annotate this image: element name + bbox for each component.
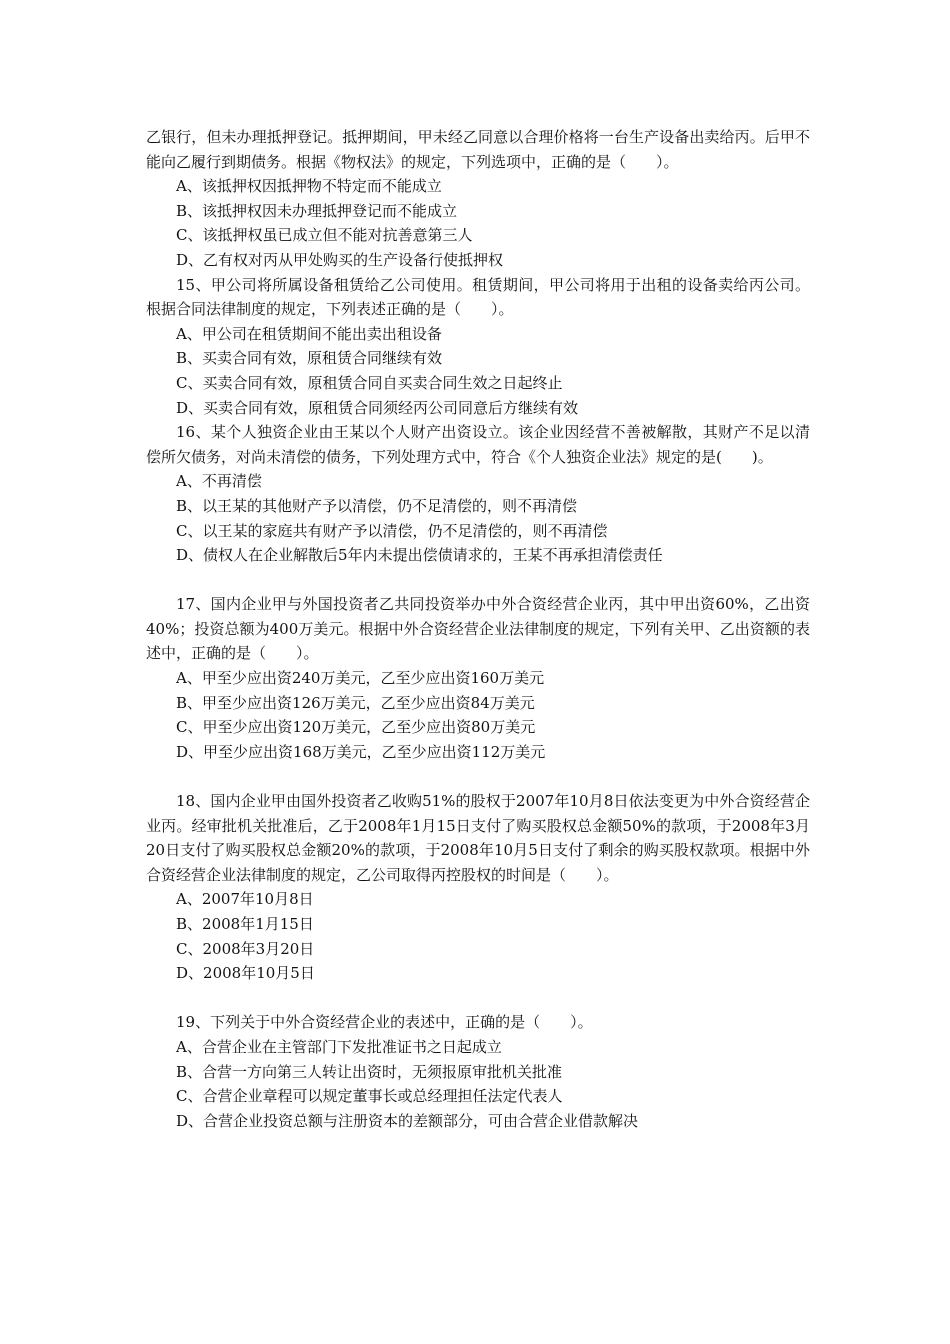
question-14-option-d: D、乙有权对丙从甲处购买的生产设备行使抵押权 bbox=[176, 250, 504, 269]
blank-line bbox=[146, 986, 810, 1011]
question-16-option-d: D、债权人在企业解散后5年内未提出偿债请求的，王某不再承担清偿责任 bbox=[176, 546, 663, 565]
question-14-stem: 乙银行，但未办理抵押登记。抵押期间，甲未经乙同意以合理价格将一台生产设备出卖给丙。后甲不能向乙履行到期债务。根据《物权法》的规定，下列选项中，正确的是（ ）。 bbox=[146, 128, 810, 171]
question-17-option-a: A、甲至少应出资240万美元，乙至少应出资160万美元 bbox=[176, 669, 545, 688]
question-15-stem: 15、甲公司将所属设备租赁给乙公司使用。租赁期间，甲公司将用于出租的设备卖给丙公司。根据合同法律制度的规定，下列表述正确的是（ ）。 bbox=[146, 275, 810, 319]
question-18-stem: 18、国内企业甲由国外投资者乙收购51%的股权于2007年10月8日依法变更为中外合资经营企业丙。经审批机关批准后，乙于2008年1月15日支付了购买股权总金额50%的款项，于2008年3月20日支付了购买股权总金额20%的款项，于2008年10月5日支付了剩余的购买股权款项。根据中外合资经营企业法律制度的规定，乙公司取得丙控股权的时间是（ ）。 bbox=[146, 792, 810, 884]
question-14-option-c: C、该抵押权虽已成立但不能对抗善意第三人 bbox=[176, 226, 473, 245]
question-17-option-b: B、甲至少应出资126万美元，乙至少应出资84万美元 bbox=[176, 693, 535, 712]
question-17-option-c: C、甲至少应出资120万美元，乙至少应出资80万美元 bbox=[176, 718, 536, 737]
question-15-option-d: D、买卖合同有效，原租赁合同须经丙公司同意后方继续有效 bbox=[176, 398, 579, 417]
question-16-option-b: B、以王某的其他财产予以清偿，仍不足清偿的，则不再清偿 bbox=[176, 496, 578, 515]
blank-line bbox=[146, 568, 810, 593]
question-16-option-a: A、不再清偿 bbox=[176, 472, 262, 491]
question-15-option-a: A、甲公司在租赁期间不能出卖出租设备 bbox=[176, 324, 442, 343]
document-page bbox=[146, 125, 810, 1133]
question-17-stem: 17、国内企业甲与外国投资者乙共同投资举办中外合资经营企业丙，其中甲出资60%，乙出资40%；投资总额为400万美元。根据中外合资经营企业法律制度的规定，下列有关甲、乙出资额的表述中，正确的是（ ）。 bbox=[146, 595, 810, 663]
question-16-stem: 16、某个人独资企业由王某以个人财产出资设立。该企业因经营不善被解散，其财产不足以清偿所欠债务，对尚未清偿的债务，下列处理方式中，符合《个人独资企业法》规定的是( )。 bbox=[146, 423, 810, 466]
question-19-option-c: C、合营企业章程可以规定董事长或总经理担任法定代表人 bbox=[176, 1087, 563, 1106]
question-14-option-a: A、该抵押权因抵押物不特定而不能成立 bbox=[176, 177, 442, 196]
question-18-option-c: C、2008年3月20日 bbox=[176, 939, 315, 958]
question-15-option-b: B、买卖合同有效，原租赁合同继续有效 bbox=[176, 349, 443, 368]
question-18-option-a: A、2007年10月8日 bbox=[176, 890, 314, 909]
question-15-option-c: C、买卖合同有效，原租赁合同自买卖合同生效之日起终止 bbox=[176, 373, 563, 392]
question-19-option-b: B、合营一方向第三人转让出资时，无须报原审批机关批准 bbox=[176, 1062, 563, 1081]
question-14-option-b: B、该抵押权因未办理抵押登记而不能成立 bbox=[176, 201, 458, 220]
question-19-stem: 19、下列关于中外合资经营企业的表述中，正确的是（ ）。 bbox=[176, 1013, 593, 1032]
question-16-option-c: C、以王某的家庭共有财产予以清偿，仍不足清偿的，则不再清偿 bbox=[176, 521, 608, 540]
question-17-option-d: D、甲至少应出资168万美元，乙至少应出资112万美元 bbox=[176, 742, 546, 761]
question-19-option-d: D、合营企业投资总额与注册资本的差额部分，可由合营企业借款解决 bbox=[176, 1111, 639, 1130]
question-18-option-d: D、2008年10月5日 bbox=[176, 964, 315, 983]
question-19-option-a: A、合营企业在主管部门下发批准证书之日起成立 bbox=[176, 1037, 502, 1056]
question-18-option-b: B、2008年1月15日 bbox=[176, 915, 314, 933]
blank-line bbox=[146, 764, 810, 789]
